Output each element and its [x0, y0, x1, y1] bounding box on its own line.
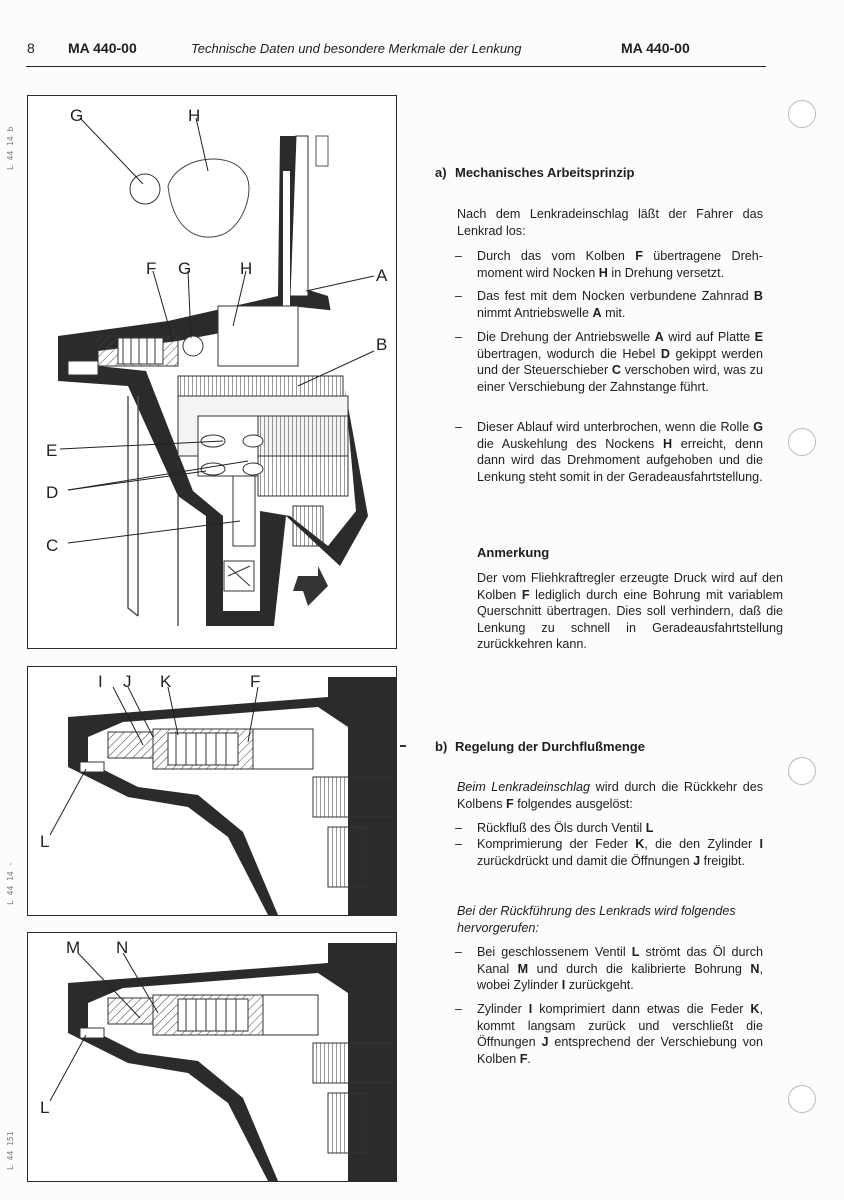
fig3-label-n: N	[116, 938, 129, 957]
fig1-label-g-top: G	[70, 106, 84, 125]
fig2-label-i: I	[98, 672, 103, 691]
section-b-title: Regelung der Durchflußmenge	[455, 739, 645, 754]
binder-hole	[788, 757, 816, 785]
section-b-item-3: – Bei geschlossenem Ventil L strömt das Öl durch Kanal M und durch die kalibrierte Bohrung N, wobei Zylinder I zurückgeht.	[455, 945, 763, 992]
page-number: 8	[27, 40, 35, 56]
header-rule	[26, 66, 766, 67]
section-b-intro: Beim Lenkradeinschlag wird durch die Rückkehr des Kolbens F folgendes ausgelöst:	[457, 780, 763, 811]
section-b-item-4: – Zylinder I komprimiert dann etwas die Feder K, kommt langsam zurück und verschließt die Öffnungen J entsprechend der Verschiebung von Kolben F.	[455, 1002, 764, 1066]
fig1-label-a: A	[376, 266, 388, 285]
binder-hole	[788, 1085, 816, 1113]
fig1-label-d: D	[46, 483, 59, 502]
fig1-label-h: H	[240, 259, 253, 278]
fig1-label-h-top: H	[188, 106, 201, 125]
section-b-letter: b)	[435, 739, 448, 754]
fig2-label-k: K	[160, 672, 172, 691]
fig1-label-f: F	[146, 259, 157, 278]
binder-hole	[788, 428, 816, 456]
fig2-label-f: F	[250, 672, 261, 691]
section-a-item-4: – Dieser Ablauf wird unterbrochen, wenn die Rolle G die Auskehlung des Nockens H erreicht, denn dann wird das Drehmoment aufgehoben und die Lenkung steht somit in der Geradeausfahrtstellung.	[455, 420, 763, 484]
section-a-heading	[435, 165, 634, 180]
figure-tick	[400, 745, 406, 747]
fig3-label-m: M	[66, 938, 81, 957]
section-a-intro: Nach dem Lenkradeinschlag läßt der Fahrer das Lenkrad los:	[457, 207, 763, 238]
fig1-label-g: G	[178, 259, 192, 278]
section-a-item-3: – Die Drehung der Antriebswelle A wird auf Platte E übertragen, wodurch die Hebel D gekippt werden und der Steuerschieber C verschoben wird, was zu einer Verschiebung der Zahnstange führt.	[455, 330, 763, 394]
page-title: Technische Daten und besondere Merkmale der Lenkung	[191, 41, 522, 56]
margin-code-1: L 44 14 b	[6, 126, 15, 170]
section-a-item-1: – Durch das vom Kolben F übertragene Drehmoment wird Nocken H in Drehung versetzt.	[455, 249, 763, 280]
fig3-label-l: L	[40, 1098, 50, 1117]
document-code-left: MA 440-00	[68, 40, 137, 56]
fig2-label-l: L	[40, 832, 50, 851]
section-b-item-1: – Rückfluß des Öls durch Ventil L	[455, 821, 654, 835]
margin-code-2: L 44 14 -	[6, 861, 15, 905]
figure-flow-control-return	[27, 932, 397, 1182]
note-text: Der vom Fliehkraftregler erzeugte Druck wird auf den Kolben F lediglich durch eine Bohrung mit variablem Querschnitt übertragen. Dies soll verhindern, daß die Lenkung zu schnell in Geradeausfahrtstellung zurückkehren kann.	[477, 571, 783, 651]
fig1-label-c: C	[46, 536, 59, 555]
section-a-item-2: – Das fest mit dem Nocken verbundene Zahnrad B nimmt Antriebswelle A mit.	[455, 289, 763, 320]
binder-hole	[788, 100, 816, 128]
document-code-right: MA 440-00	[621, 40, 690, 56]
figure-flow-control-steering	[27, 666, 397, 916]
fig1-label-e: E	[46, 441, 58, 460]
section-a-title: Mechanisches Arbeitsprinzip	[455, 165, 635, 180]
margin-code-3: L 44 151	[6, 1131, 15, 1170]
section-a-letter: a)	[435, 165, 447, 180]
figure-mechanism-overview	[27, 95, 397, 649]
fig1-label-b: B	[376, 335, 388, 354]
section-b-item-2: – Komprimierung der Feder K, die den Zylinder I zurückdrückt und damit die Öffnungen J freigibt.	[455, 837, 763, 868]
note-heading: Anmerkung	[477, 545, 550, 560]
fig2-label-j: J	[123, 672, 132, 691]
section-b-heading	[435, 739, 645, 754]
section-b-intro-2: Bei der Rückführung des Lenkrads wird folgendes hervorgerufen:	[457, 904, 736, 935]
